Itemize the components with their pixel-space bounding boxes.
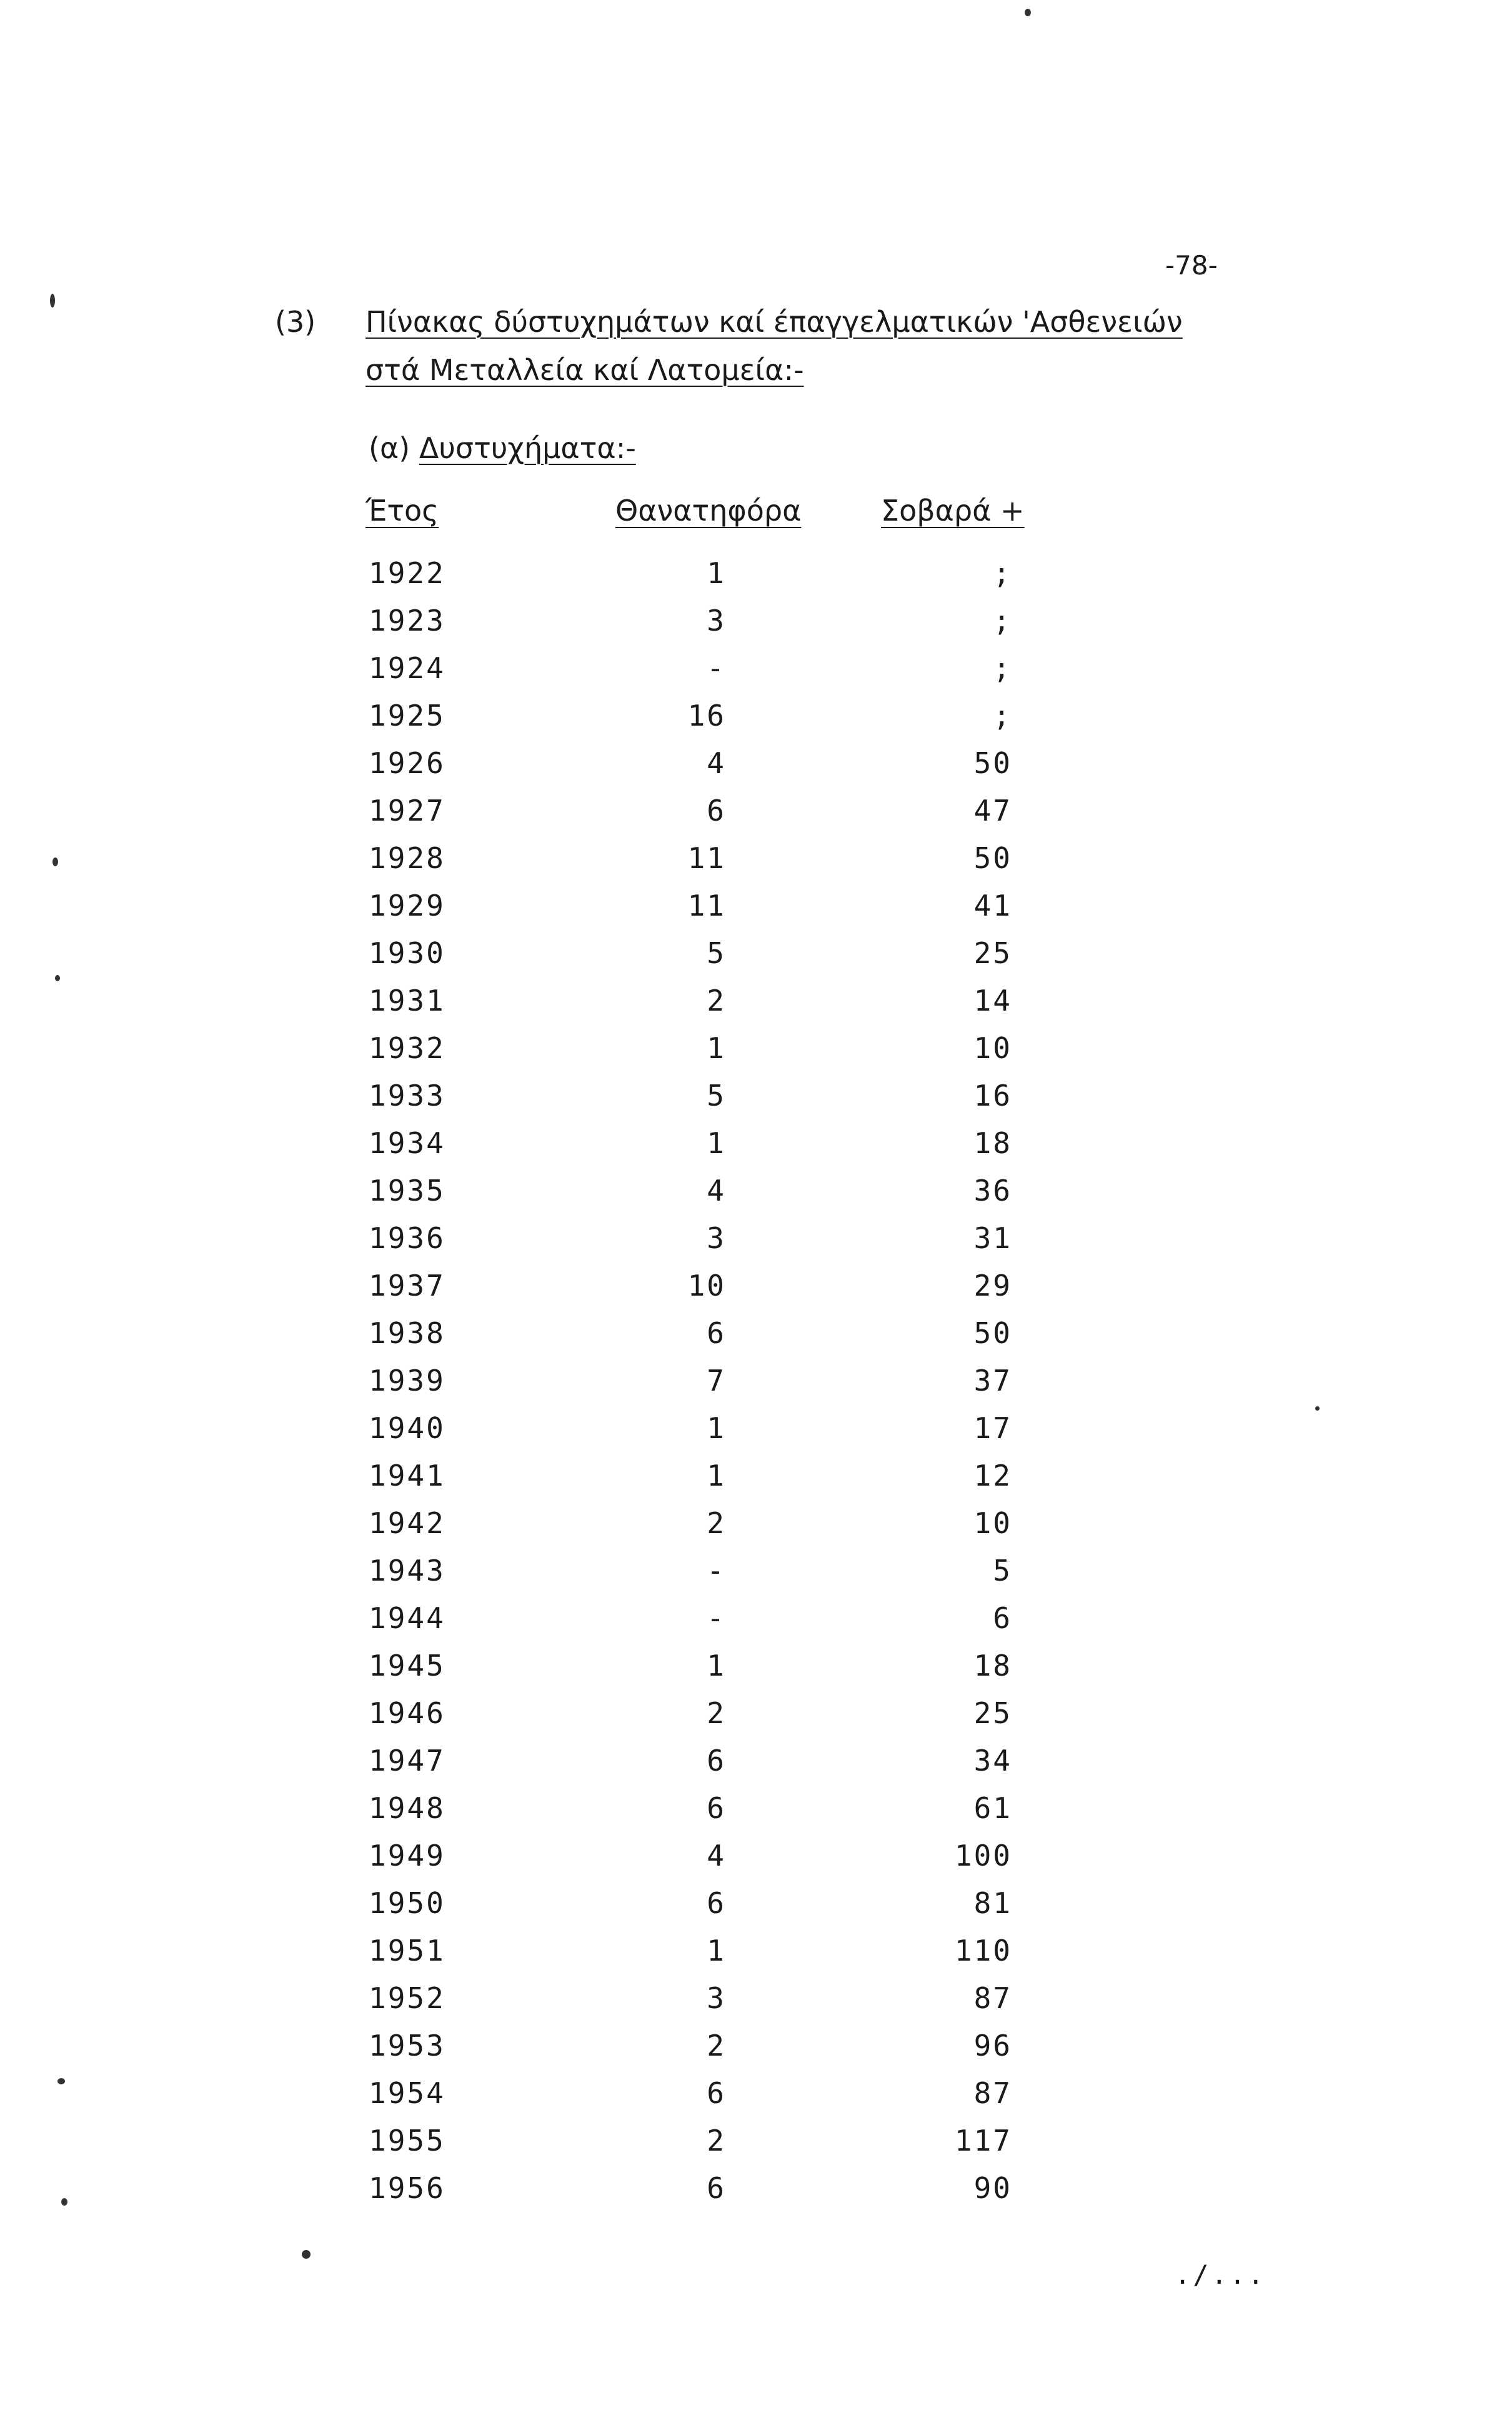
accidents-table xyxy=(0,556,1512,2219)
table-row xyxy=(0,1601,1512,1649)
cell-fatal: 6 xyxy=(707,1744,726,1778)
cell-year: 1930 xyxy=(369,936,445,970)
cell-year: 1939 xyxy=(369,1364,445,1398)
table-row xyxy=(0,1126,1512,1174)
cell-fatal: 11 xyxy=(687,889,726,922)
cell-serious: ; xyxy=(993,604,1012,638)
table-row xyxy=(0,1221,1512,1269)
cell-year: 1948 xyxy=(369,1791,445,1825)
cell-fatal: 3 xyxy=(707,604,726,638)
cell-fatal: 3 xyxy=(707,1221,726,1255)
cell-serious: 50 xyxy=(973,841,1012,875)
cell-year: 1952 xyxy=(369,1981,445,2015)
cell-serious: 81 xyxy=(973,1886,1012,1920)
document-title-line-1: Πίνακας δύστυχημάτων καί έπαγγελματικών 'Ασθενειών xyxy=(366,305,1183,339)
cell-year: 1950 xyxy=(369,1886,445,1920)
table-row xyxy=(0,1079,1512,1126)
table-row xyxy=(0,746,1512,794)
scan-speck xyxy=(50,294,55,308)
cell-year: 1927 xyxy=(369,794,445,828)
cell-serious: 117 xyxy=(954,2124,1012,2158)
cell-serious: 50 xyxy=(973,1316,1012,1350)
table-row xyxy=(0,2124,1512,2171)
cell-serious: 10 xyxy=(973,1031,1012,1065)
cell-fatal: 11 xyxy=(687,841,726,875)
cell-fatal: 1 xyxy=(707,556,726,590)
cell-fatal: - xyxy=(707,1601,726,1635)
table-row xyxy=(0,1649,1512,1696)
cell-year: 1935 xyxy=(369,1174,445,1208)
cell-year: 1956 xyxy=(369,2171,445,2205)
cell-serious: 37 xyxy=(973,1364,1012,1398)
cell-fatal: 2 xyxy=(707,2124,726,2158)
cell-fatal: 4 xyxy=(707,1839,726,1872)
cell-fatal: 6 xyxy=(707,2171,726,2205)
table-row xyxy=(0,1506,1512,1554)
cell-serious: 5 xyxy=(993,1554,1012,1588)
cell-serious: 25 xyxy=(973,936,1012,970)
table-row xyxy=(0,699,1512,746)
cell-serious: 87 xyxy=(973,2076,1012,2110)
table-row xyxy=(0,1031,1512,1079)
cell-serious: ; xyxy=(993,651,1012,685)
cell-year: 1949 xyxy=(369,1839,445,1872)
cell-year: 1929 xyxy=(369,889,445,922)
subheading-label: Δυστυχήματα:- xyxy=(419,431,636,465)
cell-serious: 17 xyxy=(973,1411,1012,1445)
cell-fatal: 4 xyxy=(707,746,726,780)
cell-fatal: 1 xyxy=(707,1459,726,1492)
continuation-mark: ./... xyxy=(1175,2259,1266,2290)
cell-year: 1925 xyxy=(369,699,445,732)
cell-year: 1931 xyxy=(369,984,445,1018)
cell-year: 1946 xyxy=(369,1696,445,1730)
cell-fatal: 2 xyxy=(707,2029,726,2062)
cell-serious: 25 xyxy=(973,1696,1012,1730)
cell-year: 1936 xyxy=(369,1221,445,1255)
cell-serious: 90 xyxy=(973,2171,1012,2205)
cell-serious: 16 xyxy=(973,1079,1012,1112)
cell-year: 1932 xyxy=(369,1031,445,1065)
cell-fatal: 5 xyxy=(707,936,726,970)
cell-year: 1934 xyxy=(369,1126,445,1160)
cell-serious: 87 xyxy=(973,1981,1012,2015)
cell-serious: 50 xyxy=(973,746,1012,780)
table-row xyxy=(0,794,1512,841)
table-row xyxy=(0,1981,1512,2029)
section-number: (3) xyxy=(275,305,316,339)
cell-serious: 110 xyxy=(954,1934,1012,1968)
cell-fatal: 1 xyxy=(707,1031,726,1065)
cell-year: 1953 xyxy=(369,2029,445,2062)
cell-serious: 10 xyxy=(973,1506,1012,1540)
cell-fatal: 10 xyxy=(687,1269,726,1302)
cell-year: 1951 xyxy=(369,1934,445,1968)
table-row xyxy=(0,936,1512,984)
cell-fatal: 4 xyxy=(707,1174,726,1208)
table-row xyxy=(0,1554,1512,1601)
cell-year: 1926 xyxy=(369,746,445,780)
cell-year: 1928 xyxy=(369,841,445,875)
subheading xyxy=(369,431,636,465)
table-row xyxy=(0,984,1512,1031)
scan-speck xyxy=(1315,1406,1320,1411)
column-header-year: Έτος xyxy=(366,494,439,528)
cell-serious: 36 xyxy=(973,1174,1012,1208)
table-row xyxy=(0,841,1512,889)
cell-serious: ; xyxy=(993,556,1012,590)
table-row xyxy=(0,651,1512,699)
cell-serious: 34 xyxy=(973,1744,1012,1778)
cell-year: 1922 xyxy=(369,556,445,590)
scan-speck xyxy=(61,2198,67,2206)
cell-year: 1938 xyxy=(369,1316,445,1350)
table-row xyxy=(0,1744,1512,1791)
cell-fatal: 6 xyxy=(707,2076,726,2110)
cell-year: 1924 xyxy=(369,651,445,685)
cell-fatal: 5 xyxy=(707,1079,726,1112)
cell-serious: 31 xyxy=(973,1221,1012,1255)
cell-fatal: 2 xyxy=(707,984,726,1018)
table-row xyxy=(0,889,1512,936)
table-row xyxy=(0,1364,1512,1411)
table-row xyxy=(0,1934,1512,1981)
table-row xyxy=(0,2029,1512,2076)
cell-fatal: - xyxy=(707,1554,726,1588)
table-row xyxy=(0,1316,1512,1364)
table-row xyxy=(0,604,1512,651)
cell-serious: 47 xyxy=(973,794,1012,828)
cell-fatal: 3 xyxy=(707,1981,726,2015)
cell-fatal: 1 xyxy=(707,1126,726,1160)
scan-speck xyxy=(52,858,58,866)
cell-fatal: 2 xyxy=(707,1696,726,1730)
cell-year: 1945 xyxy=(369,1649,445,1682)
cell-year: 1933 xyxy=(369,1079,445,1112)
cell-year: 1955 xyxy=(369,2124,445,2158)
table-row xyxy=(0,1839,1512,1886)
table-row xyxy=(0,2171,1512,2219)
scan-speck xyxy=(302,2250,311,2259)
table-row xyxy=(0,556,1512,604)
cell-fatal: 1 xyxy=(707,1649,726,1682)
cell-year: 1923 xyxy=(369,604,445,638)
cell-serious: 18 xyxy=(973,1126,1012,1160)
table-row xyxy=(0,1411,1512,1459)
cell-year: 1937 xyxy=(369,1269,445,1302)
cell-serious: 96 xyxy=(973,2029,1012,2062)
cell-serious: 14 xyxy=(973,984,1012,1018)
table-row xyxy=(0,1791,1512,1839)
cell-serious: 18 xyxy=(973,1649,1012,1682)
cell-year: 1944 xyxy=(369,1601,445,1635)
cell-fatal: 7 xyxy=(707,1364,726,1398)
cell-serious: 100 xyxy=(954,1839,1012,1872)
cell-fatal: 1 xyxy=(707,1934,726,1968)
cell-year: 1947 xyxy=(369,1744,445,1778)
page-number: -78- xyxy=(1165,250,1218,281)
cell-fatal: 6 xyxy=(707,1316,726,1350)
table-row xyxy=(0,2076,1512,2124)
table-row xyxy=(0,1696,1512,1744)
cell-serious: 61 xyxy=(973,1791,1012,1825)
table-row xyxy=(0,1174,1512,1221)
cell-fatal: 6 xyxy=(707,1886,726,1920)
cell-year: 1940 xyxy=(369,1411,445,1445)
scan-speck xyxy=(55,975,60,981)
cell-serious: 6 xyxy=(993,1601,1012,1635)
column-header-serious: Σοβαρά + xyxy=(881,494,1025,528)
cell-serious: 41 xyxy=(973,889,1012,922)
table-row xyxy=(0,1886,1512,1934)
cell-fatal: 6 xyxy=(707,794,726,828)
scan-speck xyxy=(1025,9,1031,16)
document-title-line-2: στά Μεταλλεία καί Λατομεία:- xyxy=(366,353,804,387)
cell-serious: 29 xyxy=(973,1269,1012,1302)
cell-fatal: - xyxy=(707,651,726,685)
scan-speck xyxy=(57,2078,65,2084)
table-row xyxy=(0,1269,1512,1316)
cell-serious: ; xyxy=(993,699,1012,732)
cell-serious: 12 xyxy=(973,1459,1012,1492)
column-header-fatal: Θανατηφόρα xyxy=(615,494,802,528)
cell-fatal: 1 xyxy=(707,1411,726,1445)
table-row xyxy=(0,1459,1512,1506)
subheading-prefix: (α) xyxy=(369,431,410,465)
cell-year: 1954 xyxy=(369,2076,445,2110)
cell-fatal: 16 xyxy=(687,699,726,732)
cell-year: 1943 xyxy=(369,1554,445,1588)
cell-fatal: 2 xyxy=(707,1506,726,1540)
cell-year: 1942 xyxy=(369,1506,445,1540)
cell-fatal: 6 xyxy=(707,1791,726,1825)
cell-year: 1941 xyxy=(369,1459,445,1492)
